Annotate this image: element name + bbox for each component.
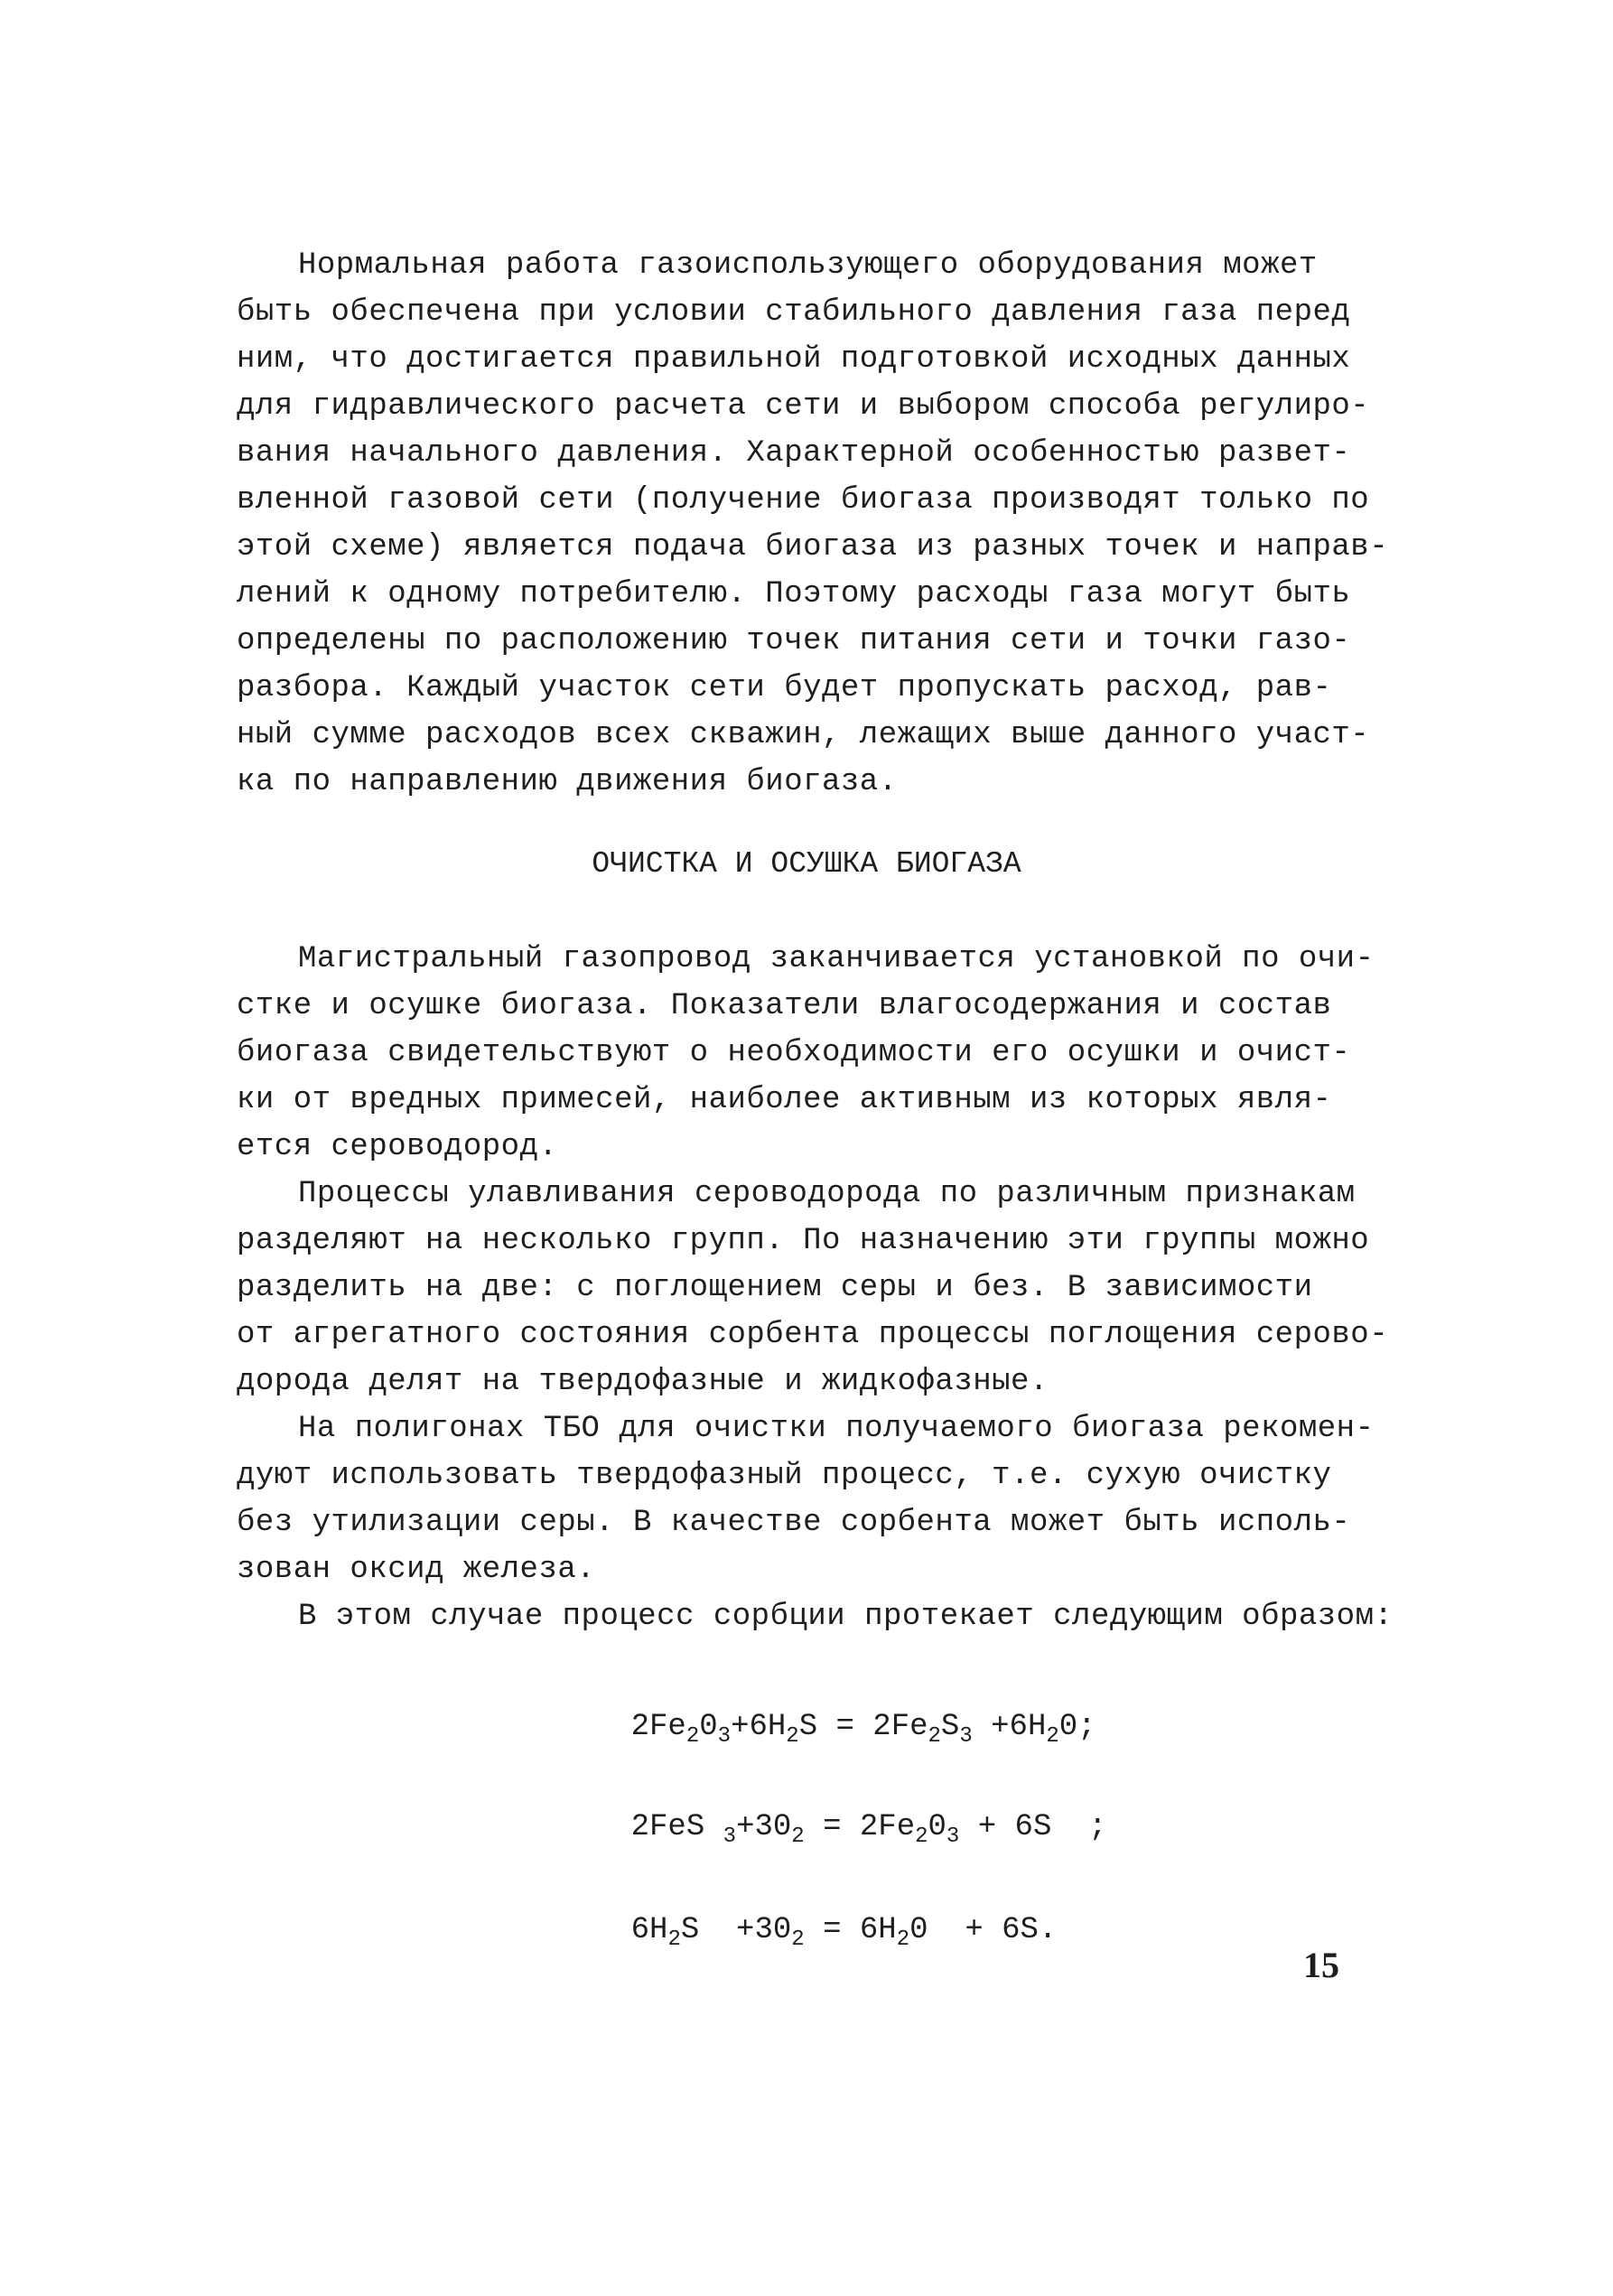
equation-3-subscript: 2 [791,1927,805,1952]
equation-3-part: 6H [630,1913,668,1947]
equation-1-subscript: 2 [786,1724,799,1749]
equation-1-subscript: 3 [959,1724,973,1749]
paragraph-4-line: зован оксид железа. [237,1553,596,1587]
paragraph-1-line: Нормальная работа газоиспользующего оборудования может [298,248,1318,283]
paragraph-3-line: разделяют на несколько групп. По назначению эти группы можно [237,1224,1370,1258]
paragraph-3-line: от агрегатного состояния сорбента процессы поглощения серово- [237,1318,1389,1352]
equation-2-subscript: 2 [791,1825,805,1849]
equation-1-subscript: 2 [1046,1724,1059,1749]
equation-3-part: S +30 [680,1913,792,1947]
section-heading: ОЧИСТКА И ОСУШКА БИОГАЗА [592,847,1021,881]
equation-1-part: 0; [1058,1710,1096,1744]
equation-2-part: = 2Fe [804,1810,916,1844]
paragraph-1-line: ним, что достигается правильной подготовкой исходных данных [237,342,1351,377]
paragraph-1-line: определены по расположению точек питания сети и точки газо- [237,624,1351,658]
paragraph-4-line: дуют использовать твердофазный процесс, т.е. сухую очистку [237,1459,1332,1493]
paragraph-3-line: дорода делят на твердофазные и жидкофазные. [237,1365,1049,1399]
equation-1 [557,1675,1096,1783]
paragraph-3-line: разделить на две: с поглощением серы и без. В зависимости [237,1271,1313,1305]
equation-3-subscript: 2 [896,1927,910,1952]
equation-1-subscript: 3 [717,1724,732,1749]
paragraph-1-line: ка по направлению движения биогаза. [237,765,898,799]
equation-1-part: 2Fe [630,1710,686,1744]
paragraph-4-line: На полигонах ТБО для очистки получаемого биогаза рекомен- [298,1412,1375,1446]
equation-1-part: +6H [972,1710,1047,1744]
paragraph-2-line: ки от вредных примесей, наиболее активным из которых явля- [237,1083,1332,1117]
equation-1-part: S = 2Fe [798,1710,928,1744]
paragraph-1-line: ный сумме расходов всех скважин, лежащих выше данного участ- [237,718,1370,752]
equation-3-part: = 6H [804,1913,897,1947]
equation-2-part: + 6S ; [959,1810,1107,1844]
paragraph-1-line: лений к одному потребителю. Поэтому расходы газа могут быть [237,577,1351,611]
equation-1-subscript: 2 [685,1724,700,1749]
equation-2-subscript: 3 [723,1825,737,1849]
page-number: 15 [1303,1945,1339,1985]
equation-2-part: +30 [736,1810,792,1844]
equation-3 [557,1879,1057,1986]
paragraph-2-line: ется сероводород. [237,1130,558,1164]
paragraph-5-line: В этом случае процесс сорбции протекает следующим образом: [298,1600,1394,1634]
paragraph-2-line: биогаза свидетельствуют о необходимости его осушки и очист- [237,1036,1351,1070]
equation-1-subscript: 2 [928,1724,941,1749]
equation-1-part: S [940,1710,960,1744]
paragraph-2-line: Магистральный газопровод заканчивается установкой по очи- [298,942,1375,976]
paragraph-1-line: разбора. Каждый участок сети будет пропускать расход, рав- [237,671,1332,705]
equation-2-subscript: 3 [946,1825,960,1849]
paragraph-1-line: вленной газовой сети (получение биогаза производят только по [237,483,1370,518]
paragraph-2-line: стке и осушке биогаза. Показатели влагосодержания и состав [237,989,1332,1023]
paragraph-1-line: для гидравлического расчета сети и выбором способа регулиро- [237,389,1370,424]
equation-1-part: +6H [731,1710,787,1744]
equation-2 [557,1776,1107,1883]
equation-3-subscript: 2 [667,1927,681,1952]
paragraph-1-line: быть обеспечена при условии стабильного давления газа перед [237,295,1351,330]
paragraph-4-line: без утилизации серы. В качестве сорбента может быть исполь- [237,1506,1351,1540]
paragraph-3-line: Процессы улавливания сероводорода по различным признакам [298,1177,1356,1211]
equation-2-part: 2FeS [630,1810,723,1844]
equation-2-part: 0 [928,1810,946,1844]
equation-2-subscript: 2 [915,1825,928,1849]
paragraph-1-line: этой схеме) является подача биогаза из разных точек и направ- [237,530,1389,565]
equation-3-part: 0 + 6S. [909,1913,1058,1947]
equation-1-part: 0 [699,1710,718,1744]
paragraph-1-line: вания начального давления. Характерной особенностью развет- [237,436,1351,471]
